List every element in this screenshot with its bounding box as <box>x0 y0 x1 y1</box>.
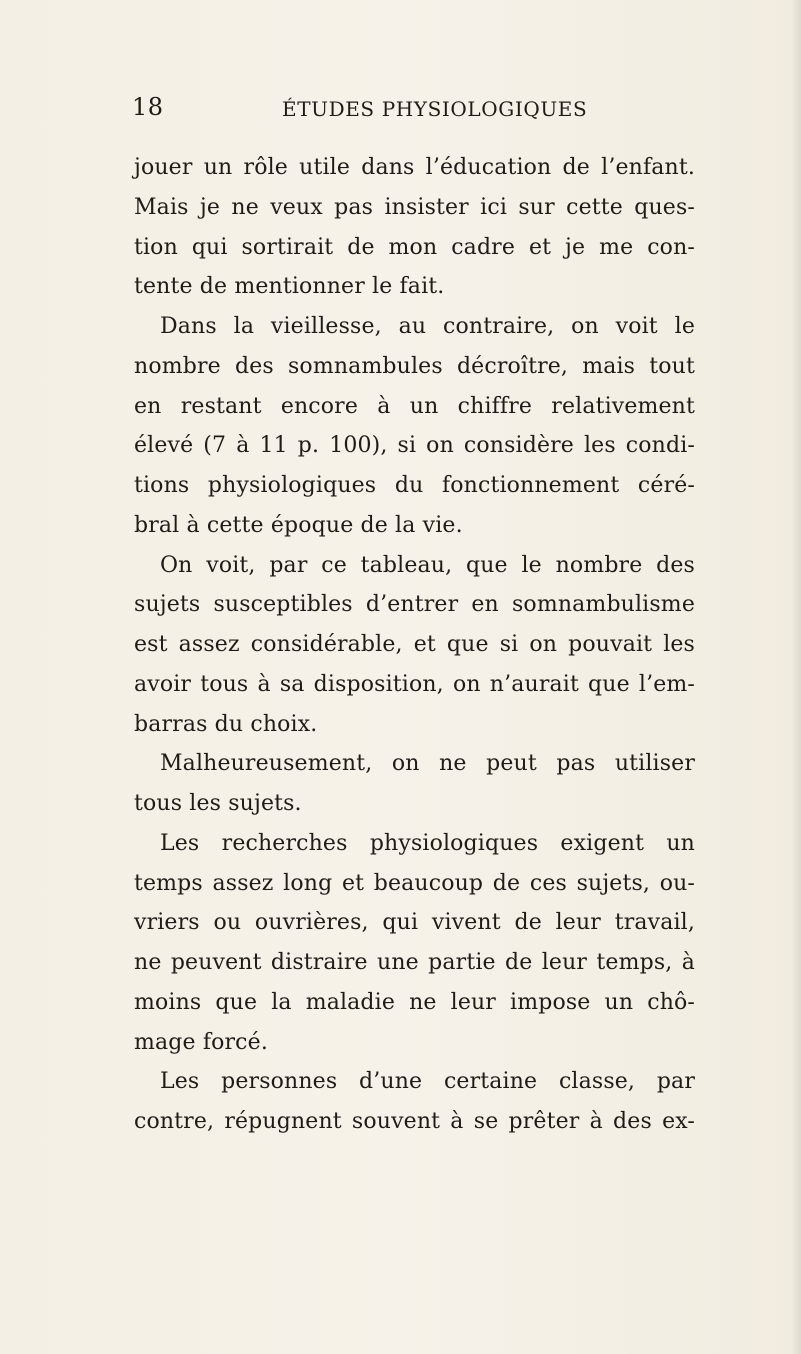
text-line: Dans la vieillesse, au contraire, on voit le <box>160 314 695 339</box>
text-line: contre, répugnent souvent à se prêter à des ex- <box>134 1109 695 1134</box>
text-line: barras du choix. <box>134 711 318 737</box>
text-line: Mais je ne veux pas insister ici sur cette ques- <box>134 194 695 220</box>
text-line: mage forcé. <box>134 1029 268 1055</box>
text-line: nombre des somnambules décroître, mais tout <box>134 353 695 379</box>
text-line: tente de mentionner le fait. <box>134 274 445 300</box>
text-line: sujets susceptibles d’entrer en somnambulisme <box>134 592 695 618</box>
text-line: ne peuvent distraire une partie de leur temps, à <box>134 950 695 975</box>
text-line: Les personnes d’une certaine classe, par <box>160 1069 695 1095</box>
page-edge-shadow <box>791 0 801 1354</box>
text-line: moins que la maladie ne leur impose un chô- <box>134 989 695 1015</box>
text-line: avoir tous à sa disposition, on n’aurait que l’em- <box>134 671 695 697</box>
text-line: bral à cette époque de la vie. <box>134 512 463 538</box>
body-text <box>134 148 695 1142</box>
text-line: jouer un rôle utile dans l’éducation de l’enfant. <box>134 155 695 180</box>
text-line: Malheureusement, on ne peut pas utiliser <box>160 751 695 777</box>
text-line: élevé (7 à 11 p. 100), si on considère les condi- <box>134 433 695 459</box>
text-line: tion qui sortirait de mon cadre et je me con- <box>134 234 695 260</box>
page-number: 18 <box>132 93 164 121</box>
text-line: est assez considérable, et que si on pouvait les <box>134 632 695 657</box>
text-line: Les recherches physiologiques exigent un <box>160 830 695 856</box>
text-line: tous les sujets. <box>134 791 302 816</box>
text-line: vriers ou ouvrières, qui vivent de leur travail, <box>134 910 695 936</box>
page-header <box>132 92 692 126</box>
text-line: temps assez long et beaucoup de ces sujets, ou- <box>134 870 695 896</box>
text-line: en restant encore à un chiffre relativement <box>134 393 695 419</box>
text-line: tions physiologiques du fonctionnement céré- <box>134 473 695 498</box>
running-title: ÉTUDES PHYSIOLOGIQUES <box>282 97 588 121</box>
text-line: On voit, par ce tableau, que le nombre des <box>160 552 695 578</box>
